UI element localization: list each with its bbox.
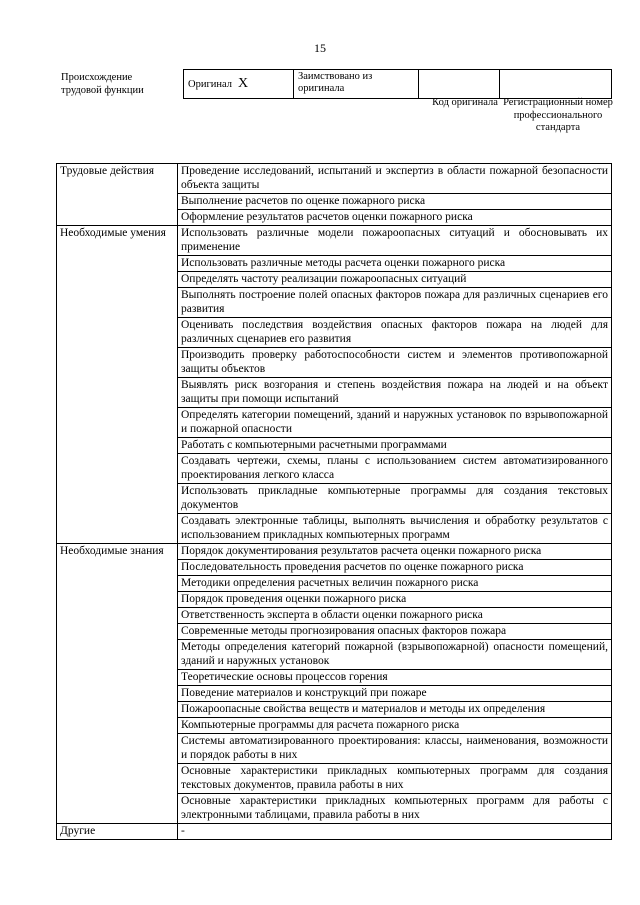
section-item: Создавать электронные таблицы, выполнять вычисления и обработку результатов с использованием прикладных компьютерных программ — [178, 514, 612, 544]
section-category: Необходимые умения — [57, 226, 178, 544]
borrowed-cell: Заимствовано из оригинала — [294, 70, 419, 99]
section-item: Основные характеристики прикладных компьютерных программ для работы с электронными таблицами, правила работы в них — [178, 794, 612, 824]
table-row — [57, 544, 612, 560]
section-item: Использовать прикладные компьютерные программы для создания текстовых документов — [178, 484, 612, 514]
original-cell — [184, 70, 294, 99]
table-row — [57, 824, 612, 840]
section-item: Современные методы прогнозирования опасных факторов пожара — [178, 624, 612, 640]
section-item: Методы определения категорий пожарной (взрывопожарной) опасности помещений, зданий и наружных установок — [178, 640, 612, 670]
section-item: Ответственность эксперта в области оценки пожарного риска — [178, 608, 612, 624]
origin-label-line1: Происхождение — [61, 72, 133, 83]
original-label: Оригинал — [188, 78, 232, 90]
section-item: - — [178, 824, 612, 840]
table-row — [57, 164, 612, 194]
origin-table — [183, 69, 612, 99]
section-item: Порядок документирования результатов расчета оценки пожарного риска — [178, 544, 612, 560]
functions-table — [56, 163, 612, 840]
section-item: Определять категории помещений, зданий и наружных установок по взрывопожарной и пожарной опасности — [178, 408, 612, 438]
section-item: Порядок проведения оценки пожарного риска — [178, 592, 612, 608]
code-cell — [419, 70, 500, 99]
origin-label-line2: трудовой функции — [61, 85, 144, 96]
section-item: Оценивать последствия воздействия опасных факторов пожара на людей для различных сценариев его развития — [178, 318, 612, 348]
section-item: Проведение исследований, испытаний и экспертиз в области пожарной безопасности объекта защиты — [178, 164, 612, 194]
section-item: Системы автоматизированного проектирования: классы, наименования, возможности и порядок работы в них — [178, 734, 612, 764]
section-item: Поведение материалов и конструкций при пожаре — [178, 686, 612, 702]
section-item: Основные характеристики прикладных компьютерных программ для создания текстовых документов, правила работы в них — [178, 764, 612, 794]
reg-number-caption: Регистрационный номер профессионального стандарта — [503, 97, 613, 133]
section-item: Выполнение расчетов по оценке пожарного риска — [178, 194, 612, 210]
section-item: Пожароопасные свойства веществ и материалов и методы их определения — [178, 702, 612, 718]
section-item: Последовательность проведения расчетов по оценке пожарного риска — [178, 560, 612, 576]
section-category: Трудовые действия — [57, 164, 178, 226]
section-item: Выявлять риск возгорания и степень воздействия пожара на людей и на объект защиты при помощи испытаний — [178, 378, 612, 408]
reg-number-cell — [500, 70, 612, 99]
section-item: Выполнять построение полей опасных факторов пожара для различных сценариев его развития — [178, 288, 612, 318]
section-category: Другие — [57, 824, 178, 840]
section-item: Оформление результатов расчетов оценки пожарного риска — [178, 210, 612, 226]
section-item: Производить проверку работоспособности систем и элементов противопожарной защиты объектов — [178, 348, 612, 378]
origin-label — [61, 71, 144, 97]
section-item: Использовать различные методы расчета оценки пожарного риска — [178, 256, 612, 272]
section-item: Методики определения расчетных величин пожарного риска — [178, 576, 612, 592]
section-item: Теоретические основы процессов горения — [178, 670, 612, 686]
code-caption: Код оригинала — [432, 97, 498, 108]
section-item: Создавать чертежи, схемы, планы с использованием систем автоматизированного проектирования легкого класса — [178, 454, 612, 484]
table-row — [57, 226, 612, 256]
section-item: Компьютерные программы для расчета пожарного риска — [178, 718, 612, 734]
section-item: Определять частоту реализации пожароопасных ситуаций — [178, 272, 612, 288]
original-mark: X — [238, 75, 249, 91]
section-item: Работать с компьютерными расчетными программами — [178, 438, 612, 454]
section-category: Необходимые знания — [57, 544, 178, 824]
page-number: 15 — [314, 41, 326, 55]
section-item: Использовать различные модели пожароопасных ситуаций и обосновывать их применение — [178, 226, 612, 256]
